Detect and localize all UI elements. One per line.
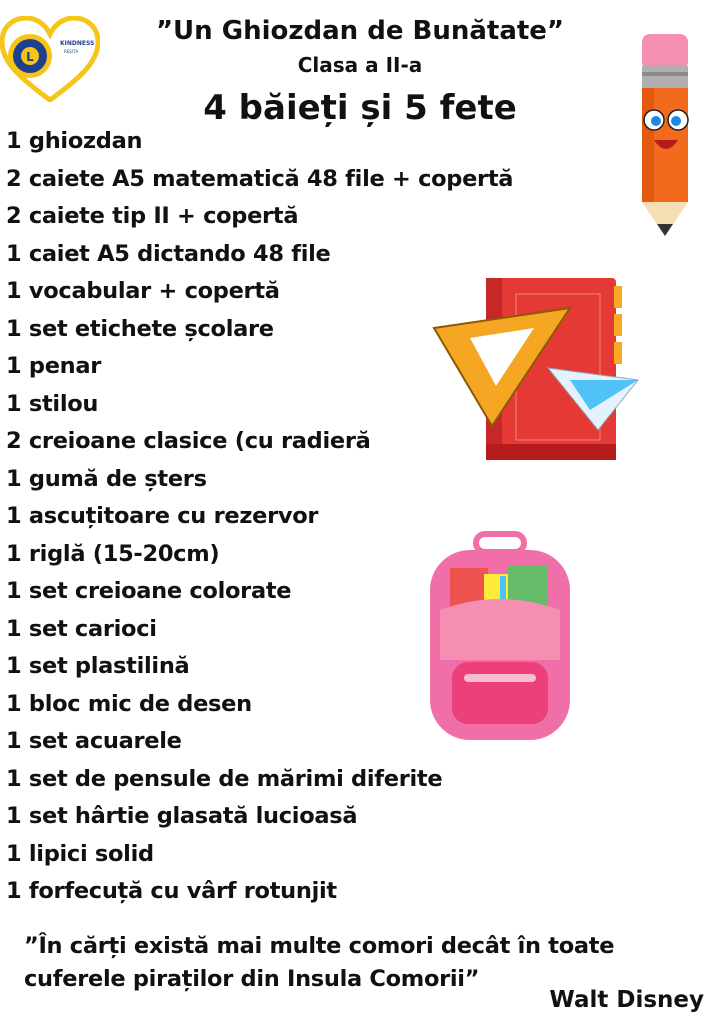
list-item: 1 bloc mic de desen (6, 690, 252, 717)
list-item: 1 ascuțitoare cu rezervor (6, 503, 319, 529)
quote-text: ”În cărți există mai multe comori decât în toate cuferele piraților din Insula Comorii” (24, 933, 615, 992)
list-item: 2 creioane clasice (cu radieră (6, 428, 371, 454)
list-item: 1 vocabular + copertă (6, 278, 280, 304)
svg-text:L: L (26, 50, 34, 64)
list-item: 2 caiete A5 matematică 48 file + copertă (6, 165, 514, 192)
list-item: 1 set acuarele (6, 728, 182, 754)
list-item: 1 caiet A5 dictando 48 file (6, 240, 331, 267)
list-item: 1 riglă (15-20cm) (6, 540, 220, 567)
list-item: 1 set de pensule de mărimi diferite (6, 765, 443, 792)
lions-heart-logo (0, 16, 100, 102)
list-item: 1 set plastilină (6, 653, 190, 679)
list-item: 1 gumă de șters (6, 465, 207, 492)
list-item: 1 set hârtie glasată lucioasă (6, 803, 358, 829)
list-item: 2 caiete tip II + copertă (6, 203, 299, 229)
quote-author: Walt Disney (549, 987, 704, 1013)
list-item: 1 penar (6, 353, 102, 379)
list-item: 1 set etichete școlare (6, 315, 274, 342)
list-item: 1 set creioane colorate (6, 578, 292, 604)
students-count: 4 băieți și 5 fete (203, 88, 517, 128)
book-ruler-plane-icon (430, 270, 642, 466)
logo-brand-text: KINDNESS (60, 40, 95, 47)
list-item: 1 set carioci (6, 615, 157, 642)
list-item: 1 lipici solid (6, 840, 154, 867)
class-label: Clasa a II-a (297, 53, 423, 77)
pencil-character-icon (636, 32, 696, 238)
logo-sub-text: REȘIȚA (64, 49, 79, 54)
page-title: ”Un Ghiozdan de Bunătate” (155, 16, 565, 46)
list-item: 1 forfecuță cu vârf rotunjit (6, 878, 337, 904)
pink-backpack-icon (420, 530, 580, 745)
list-item: 1 ghiozdan (6, 128, 143, 154)
list-item: 1 stilou (6, 390, 99, 417)
